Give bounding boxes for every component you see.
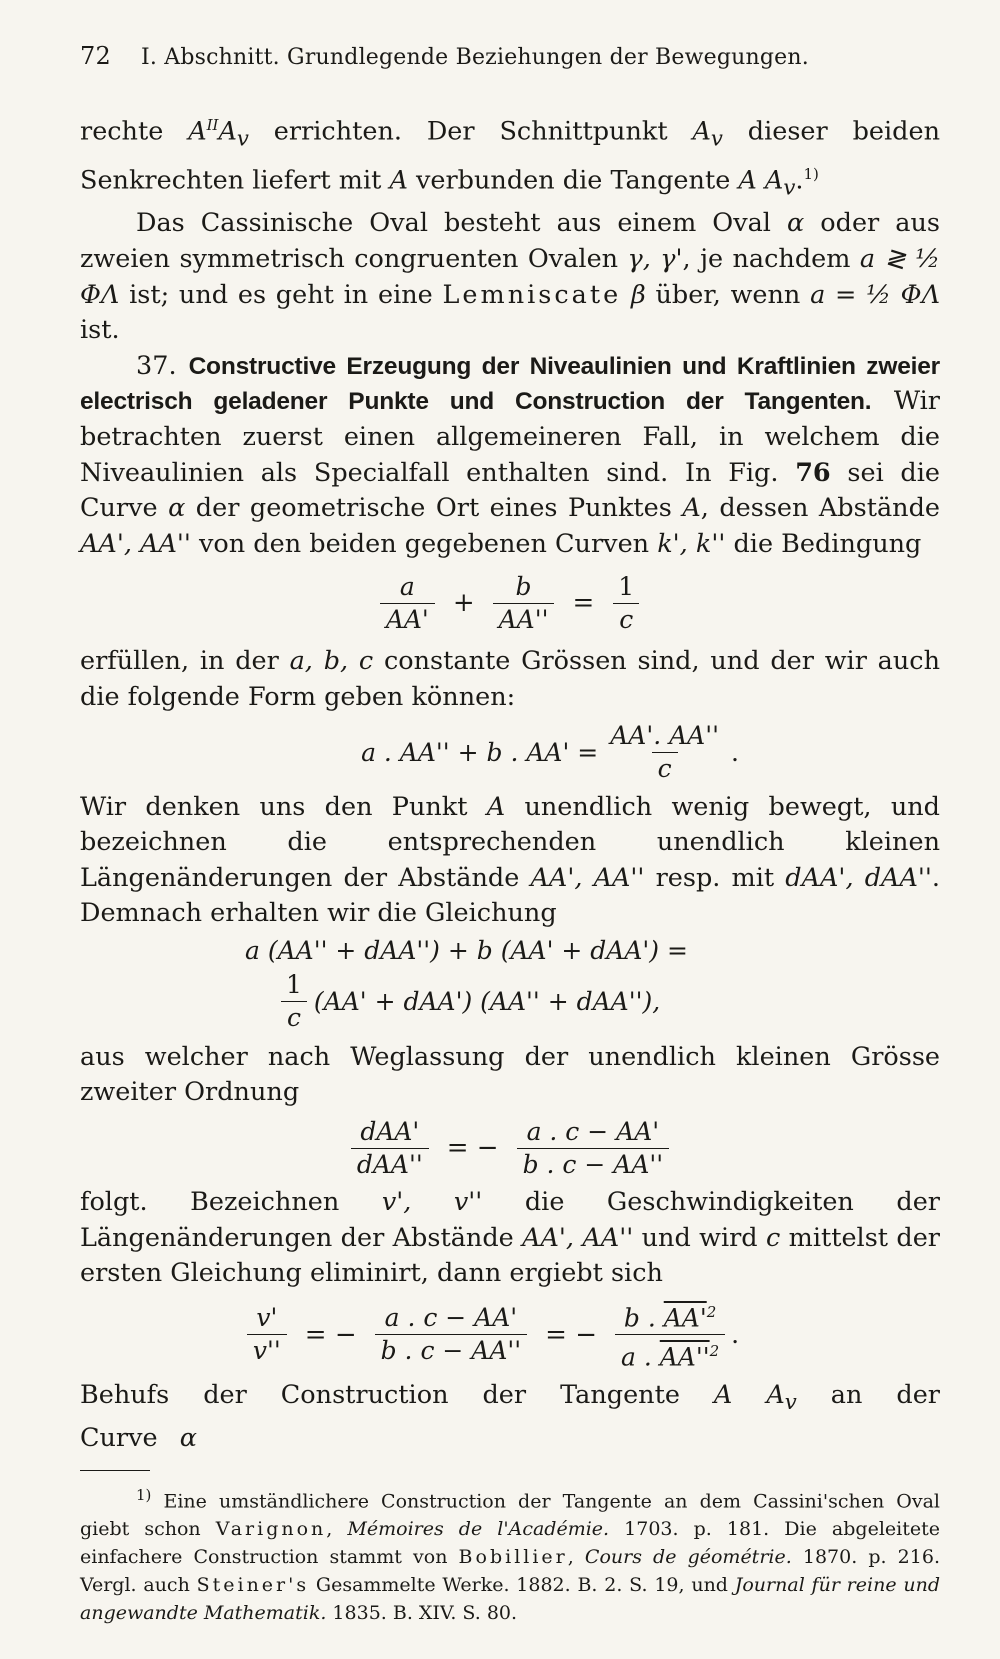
paragraph-7: folgt. Bezeichnen v', v'' die Geschwindigkeiten der Längenänderungen der Abstände AA', AA'' und wird c mittelst der ersten Gleichung eliminirt, dann ergiebt sich xyxy=(80,1187,940,1289)
paragraph-8: Behufs der Construction der Tangente A $A_v$ an der Curve α xyxy=(80,1379,940,1453)
footnote-rule xyxy=(80,1470,150,1471)
page-number: 72 xyxy=(80,42,111,70)
equation-5: $\frac{v'}{v''}$ = − $\frac{a . c - AA'}{b . c - AA''}$ = − $\frac{b . AA'^2}{a . AA''^2}$ . xyxy=(40,1294,940,1376)
equation-2: a . AA'' + b . AA' = $\frac{AA'. AA''}{c}$ . xyxy=(361,721,739,783)
equation-4: $\frac{\text{dAA'}}{\text{dAA''}}$ = − $\frac{a . c - AA'}{b . c - AA''}$ xyxy=(80,1113,940,1183)
footnote-ref: 1) xyxy=(803,165,819,184)
paragraph-4: erfüllen, in der a, b, c constante Grössen sind, und der wir auch die folgende Form geben können: xyxy=(80,646,940,712)
paragraph-6: aus welcher nach Weglassung der unendlich kleinen Grösse zweiter Ordnung xyxy=(80,1041,940,1108)
paragraph-1: rechte $A^{II}A_v$ errichten. Der Schnittpunkt $A_v$ dieser beiden Senkrechten liefert mit A verbunden die Tangente A $A_v.^{1)}$ xyxy=(80,116,940,201)
paragraph-5: Wir denken uns den Punkt A unendlich wenig bewegt, und bezeichnen die entsprechenden unendlich kleinen Längenänderungen der Abstände AA', AA'' resp. mit dAA', dAA''. Demnach erhalten wir die Gleichung xyxy=(80,791,940,929)
running-header xyxy=(80,42,940,70)
footnote: $^{1)}$ Eine umständlichere Construction der Tangente an dem Cassini'schen Oval giebt schon Varignon, Mémoires de l'Académie. 1703. p. 181. Die abgeleitete einfachere Construction stammt von Bobillier, Cours de géométrie. 1870. p. 216. Vergl. auch Steiner's Gesammelte Werke. 1882. B. 2. S. 19, und Journal für reine und angewandte Mathematik. 1835. B. XIV. S. 80. xyxy=(80,1486,940,1625)
section-heading: Constructive Erzeugung der Niveaulinien und Kraftlinien zweier electrisch geladener Punkte und Construction der Tangenten. xyxy=(80,352,941,416)
equation-1: $\frac{a}{AA'}$ + $\frac{b}{AA''}$ = $\frac{1}{c}$ xyxy=(80,564,940,642)
equation-3: a (AA'' + dAA'') + b (AA' + dAA') = $\frac{1}{c}$ (AA' + dAA') (AA'' + dAA''), xyxy=(245,935,688,1033)
paragraph-2: Das Cassinische Oval besteht aus einem Oval α oder aus zweien symmetrisch congruenten Ovalen γ, γ', je nachdem a ≷ ½ ΦΛ ist; und es geht in eine Lemniscate β über, wenn a = ½ ΦΛ ist. xyxy=(80,208,940,346)
section-number: 37. xyxy=(136,350,177,381)
section-37: 37. Constructive Erzeugung der Niveaulinien und Kraftlinien zweier electrisch geladener Punkte und Construction der Tangenten. Wir betrachten zuerst einen allgemeineren Fall, in welchem die Niveaulinien als Specialfall enthalten sind. In Fig. 76 sei die Curve α der geometrische Ort eines Punktes A, dessen Abstände AA', AA'' von den beiden gegebenen Curven k', k'' die Bedingung xyxy=(80,350,941,559)
running-title: I. Abschnitt. Grundlegende Beziehungen der Bewegungen. xyxy=(140,45,809,70)
